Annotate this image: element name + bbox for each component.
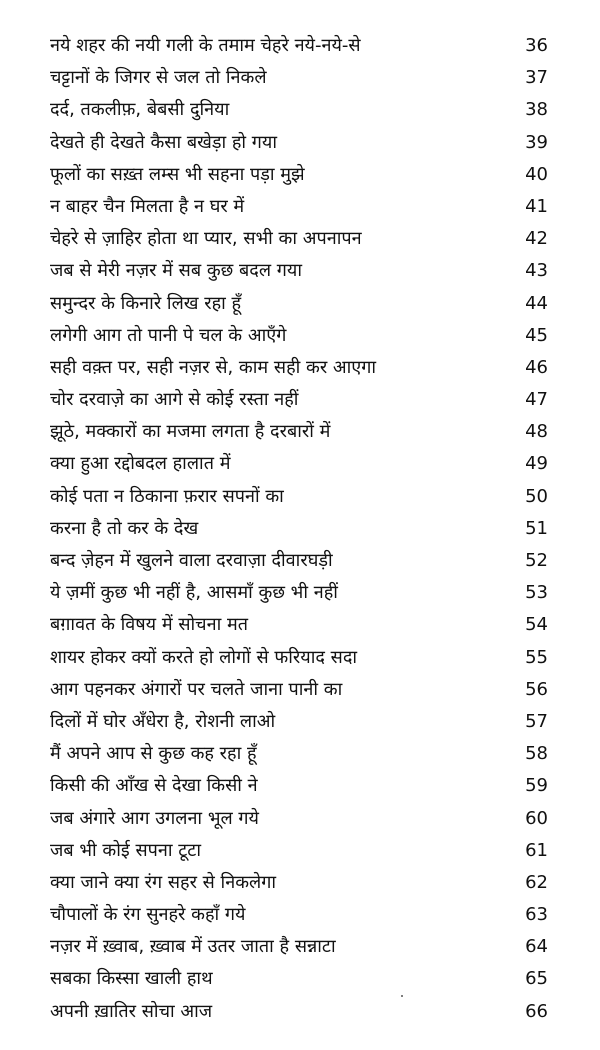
print-speck	[401, 995, 403, 997]
toc-entry-page-number: 48	[525, 421, 548, 443]
toc-entry-page-number: 62	[525, 871, 548, 893]
toc-entry	[0, 127, 600, 159]
toc-entry	[0, 867, 600, 899]
toc-entry-page-number: 61	[525, 839, 548, 861]
toc-entry-title: अपनी ख़ातिर सोचा आज	[50, 1000, 213, 1022]
toc-entry-page-number: 60	[525, 807, 548, 829]
toc-entry	[0, 706, 600, 738]
toc-entry-title: मैं अपने आप से कुछ कह रहा हूँ	[50, 743, 257, 765]
toc-entry	[0, 481, 600, 513]
toc-entry-title: आग पहनकर अंगारों पर चलते जाना पानी का	[50, 678, 343, 700]
toc-entry	[0, 320, 600, 352]
toc-entry	[0, 577, 600, 609]
toc-entry-title: बन्द ज़ेहन में खुलने वाला दरवाज़ा दीवारघड़ी	[50, 550, 333, 571]
toc-entry-title: करना है तो कर के देख	[50, 517, 199, 539]
toc-entry-title: सही वक़्त पर, सही नज़र से, काम सही कर आएगा	[50, 356, 377, 378]
toc-entry	[0, 255, 600, 287]
toc-entry-page-number: 43	[525, 260, 548, 282]
toc-entry-title: ये ज़मीं कुछ भी नहीं है, आसमाँ कुछ भी नहीं	[50, 582, 338, 604]
toc-entry-title: कोई पता न ठिकाना फ़रार सपनों का	[50, 485, 284, 507]
toc-entry	[0, 159, 600, 191]
toc-entry-title: दिलों में घोर अँधेरा है, रोशनी लाओ	[50, 710, 276, 732]
toc-entry-page-number: 49	[525, 453, 548, 475]
toc-entry	[0, 352, 600, 384]
toc-entry-title: चोर दरवाज़े का आगे से कोई रस्ता नहीं	[50, 389, 299, 411]
toc-entry-title: किसी की आँख से देखा किसी ने	[50, 775, 258, 797]
toc-entry	[0, 94, 600, 126]
toc-entry-title: चौपालों के रंग सुनहरे कहाँ गये	[50, 904, 246, 926]
toc-entry	[0, 513, 600, 545]
toc-entry-page-number: 50	[525, 485, 548, 507]
toc-entry	[0, 674, 600, 706]
toc-entry-page-number: 59	[525, 775, 548, 797]
toc-entry-page-number: 53	[525, 582, 548, 604]
toc-entry-title: न बाहर चैन मिलता है न घर में	[50, 195, 245, 217]
toc-entry-title: शायर होकर क्यों करते हो लोगों से फरियाद सदा	[50, 646, 358, 668]
toc-entry	[0, 191, 600, 223]
table-of-contents	[0, 30, 600, 1028]
toc-entry-title: नये शहर की नयी गली के तमाम चेहरे नये-नये-से	[50, 35, 361, 56]
toc-entry-page-number: 44	[525, 292, 548, 314]
toc-entry-page-number: 64	[525, 936, 548, 958]
toc-entry	[0, 223, 600, 255]
toc-entry	[0, 803, 600, 835]
toc-entry-title: फूलों का सख़्त लम्स भी सहना पड़ा मुझे	[50, 163, 305, 185]
toc-entry-title: जब से मेरी नज़र में सब कुछ बदल गया	[50, 260, 302, 282]
toc-entry-title: जब भी कोई सपना टूटा	[50, 839, 202, 861]
toc-entry-page-number: 38	[525, 99, 548, 121]
toc-entry-title: क्या जाने क्या रंग सहर से निकलेगा	[50, 871, 277, 893]
toc-entry-page-number: 63	[525, 904, 548, 926]
toc-entry-page-number: 52	[525, 550, 548, 571]
toc-entry-title: समुन्दर के किनारे लिख रहा हूँ	[50, 292, 242, 314]
toc-entry-page-number: 39	[525, 131, 548, 153]
toc-entry-page-number: 56	[525, 678, 548, 700]
toc-entry	[0, 899, 600, 931]
toc-entry-title: चट्टानों के जिगर से जल तो निकले	[50, 67, 267, 89]
toc-entry	[0, 288, 600, 320]
toc-entry-page-number: 54	[525, 614, 548, 636]
toc-entry-title: क्या हुआ रद्दोबदल हालात में	[50, 453, 231, 475]
toc-entry-page-number: 47	[525, 389, 548, 411]
toc-entry-page-number: 40	[525, 163, 548, 185]
toc-entry	[0, 30, 600, 62]
toc-entry	[0, 996, 600, 1028]
toc-entry-page-number: 41	[525, 195, 548, 217]
toc-entry	[0, 642, 600, 674]
toc-entry	[0, 62, 600, 94]
toc-entry	[0, 738, 600, 770]
toc-entry-title: लगेगी आग तो पानी पे चल के आएँगे	[50, 324, 287, 346]
toc-entry	[0, 545, 600, 577]
toc-entry-page-number: 45	[525, 324, 548, 346]
toc-entry	[0, 416, 600, 448]
toc-entry-title: नज़र में ख़्वाब, ख़्वाब में उतर जाता है सन्नाटा	[50, 936, 336, 958]
toc-entry-page-number: 55	[525, 646, 548, 668]
toc-entry-title: बग़ावत के विषय में सोचना मत	[50, 614, 248, 636]
toc-entry-title: देखते ही देखते कैसा बखेड़ा हो गया	[50, 131, 278, 153]
toc-entry-page-number: 65	[525, 968, 548, 990]
toc-entry-title: सबका किस्सा खाली हाथ	[50, 968, 213, 990]
toc-entry	[0, 963, 600, 995]
toc-entry	[0, 931, 600, 963]
toc-entry-title: जब अंगारे आग उगलना भूल गये	[50, 807, 259, 829]
toc-entry-title: चेहरे से ज़ाहिर होता था प्यार, सभी का अपनापन	[50, 228, 362, 250]
toc-entry-page-number: 42	[525, 228, 548, 250]
toc-entry-title: दर्द, तकलीफ़, बेबसी दुनिया	[50, 99, 230, 121]
toc-entry	[0, 835, 600, 867]
toc-entry-page-number: 66	[525, 1000, 548, 1022]
toc-entry-page-number: 37	[525, 67, 548, 89]
toc-entry	[0, 384, 600, 416]
toc-entry	[0, 609, 600, 641]
toc-entry	[0, 448, 600, 480]
toc-entry-page-number: 58	[525, 743, 548, 765]
toc-entry	[0, 770, 600, 802]
toc-entry-page-number: 36	[525, 35, 548, 56]
toc-entry-page-number: 51	[525, 517, 548, 539]
toc-entry-page-number: 57	[525, 710, 548, 732]
toc-entry-page-number: 46	[525, 356, 548, 378]
toc-entry-title: झूठे, मक्कारों का मजमा लगता है दरबारों में	[50, 421, 331, 443]
